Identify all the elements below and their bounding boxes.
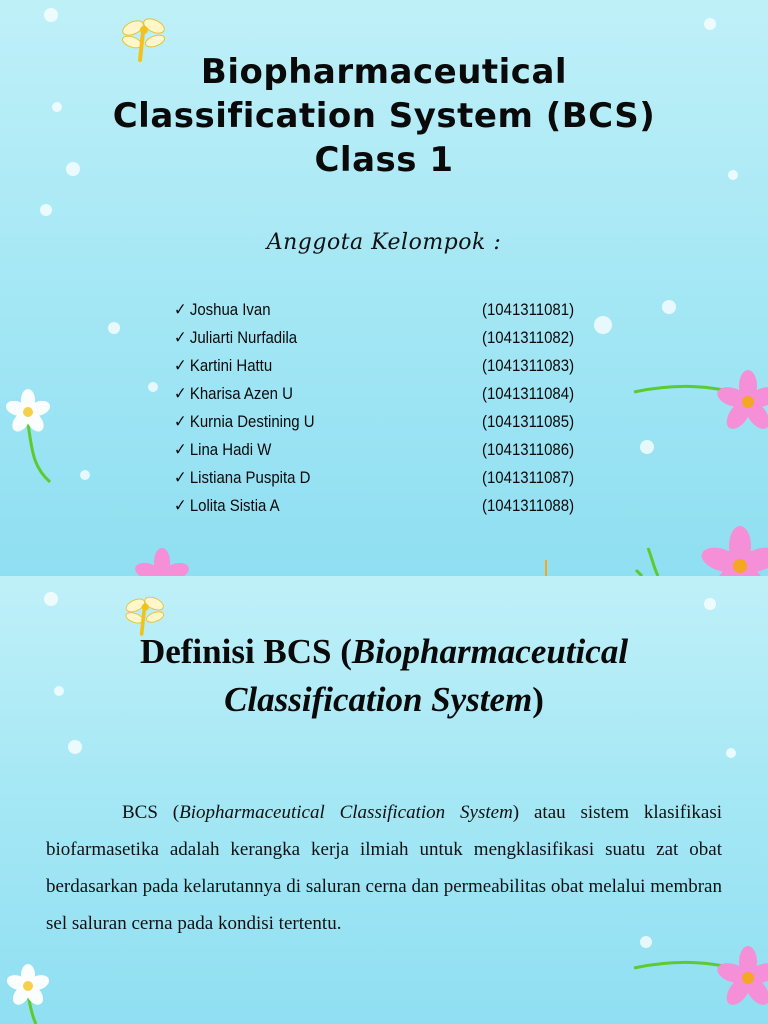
bokeh-dot — [704, 598, 716, 610]
check-icon: ✓ — [174, 468, 187, 487]
check-icon: ✓ — [174, 328, 187, 347]
member-name: Kurnia Destining U — [189, 412, 315, 431]
bokeh-dot — [68, 740, 82, 754]
member-item — [174, 438, 575, 466]
pink-flower-icon — [632, 366, 768, 446]
member-nim: (1041311081) — [482, 300, 575, 319]
body-prefix: BCS ( — [122, 802, 180, 823]
member-list — [174, 298, 594, 522]
definition-paragraph — [46, 794, 722, 942]
title-close-paren: ) — [532, 680, 544, 719]
body-italic-term: Biopharmaceutical Classification System — [179, 802, 513, 823]
bokeh-dot — [594, 316, 612, 334]
member-nim: (1041311084) — [482, 384, 575, 403]
bokeh-dot — [40, 204, 52, 216]
pink-flower-icon — [632, 942, 768, 1024]
title-line-3: Class 1 — [314, 140, 454, 180]
member-name: Kharisa Azen U — [189, 384, 293, 403]
bokeh-dot — [148, 382, 158, 392]
member-nim: (1041311087) — [482, 468, 575, 487]
check-icon: ✓ — [174, 384, 187, 403]
bokeh-dot — [662, 300, 676, 314]
pink-flower-icon — [628, 518, 768, 576]
member-item — [174, 326, 575, 354]
member-name: Joshua Ivan — [189, 300, 271, 319]
member-item — [174, 410, 575, 438]
check-icon: ✓ — [174, 440, 187, 459]
members-heading: Anggota Kelompok : — [266, 230, 502, 255]
body-text: ) atau sistem klasifikasi biofarmasetika adalah kerangka kerja ilmiah untuk mengklasifikasi suatu zat obat berdasarkan pada kelarutannya di saluran cerna dan permeabilitas obat melalui membran sel saluran cerna pada kondisi tertentu. — [46, 802, 722, 934]
member-item — [174, 494, 575, 522]
slide-definition — [0, 576, 768, 1024]
bokeh-dot — [704, 18, 716, 30]
check-icon: ✓ — [174, 300, 187, 319]
member-name: Lina Hadi W — [189, 440, 272, 459]
flower-bud-icon — [542, 560, 550, 576]
title-italic-text: Biopharmaceutical Classification System — [224, 632, 629, 719]
bokeh-dot — [728, 170, 738, 180]
member-name: Juliarti Nurfadila — [189, 328, 298, 347]
title-line-2: Classification System (BCS) — [112, 96, 656, 136]
check-icon: ✓ — [174, 356, 187, 375]
member-item — [174, 382, 575, 410]
member-nim: (1041311082) — [482, 328, 575, 347]
member-item — [174, 466, 575, 494]
bokeh-dot — [44, 592, 58, 606]
title-text: Definisi BCS ( — [139, 632, 352, 671]
bokeh-dot — [108, 322, 120, 334]
section-title — [60, 628, 708, 724]
white-flower-icon — [2, 388, 58, 488]
presentation-title — [40, 50, 728, 182]
check-icon: ✓ — [174, 412, 187, 431]
member-item — [174, 298, 575, 326]
member-item — [174, 354, 575, 382]
title-line-1: Biopharmaceutical — [200, 52, 568, 92]
member-nim: (1041311083) — [482, 356, 575, 375]
member-nim: (1041311086) — [482, 440, 575, 459]
pink-flower-icon — [134, 548, 190, 576]
bokeh-dot — [80, 470, 90, 480]
bokeh-dot — [44, 8, 58, 22]
member-nim: (1041311085) — [482, 412, 575, 431]
member-nim: (1041311088) — [482, 496, 575, 515]
member-name: Kartini Hattu — [189, 356, 273, 375]
white-flower-icon — [4, 964, 56, 1024]
check-icon: ✓ — [174, 496, 187, 515]
bokeh-dot — [726, 748, 736, 758]
member-name: Lolita Sistia A — [189, 496, 280, 515]
member-name: Listiana Puspita D — [189, 468, 311, 487]
